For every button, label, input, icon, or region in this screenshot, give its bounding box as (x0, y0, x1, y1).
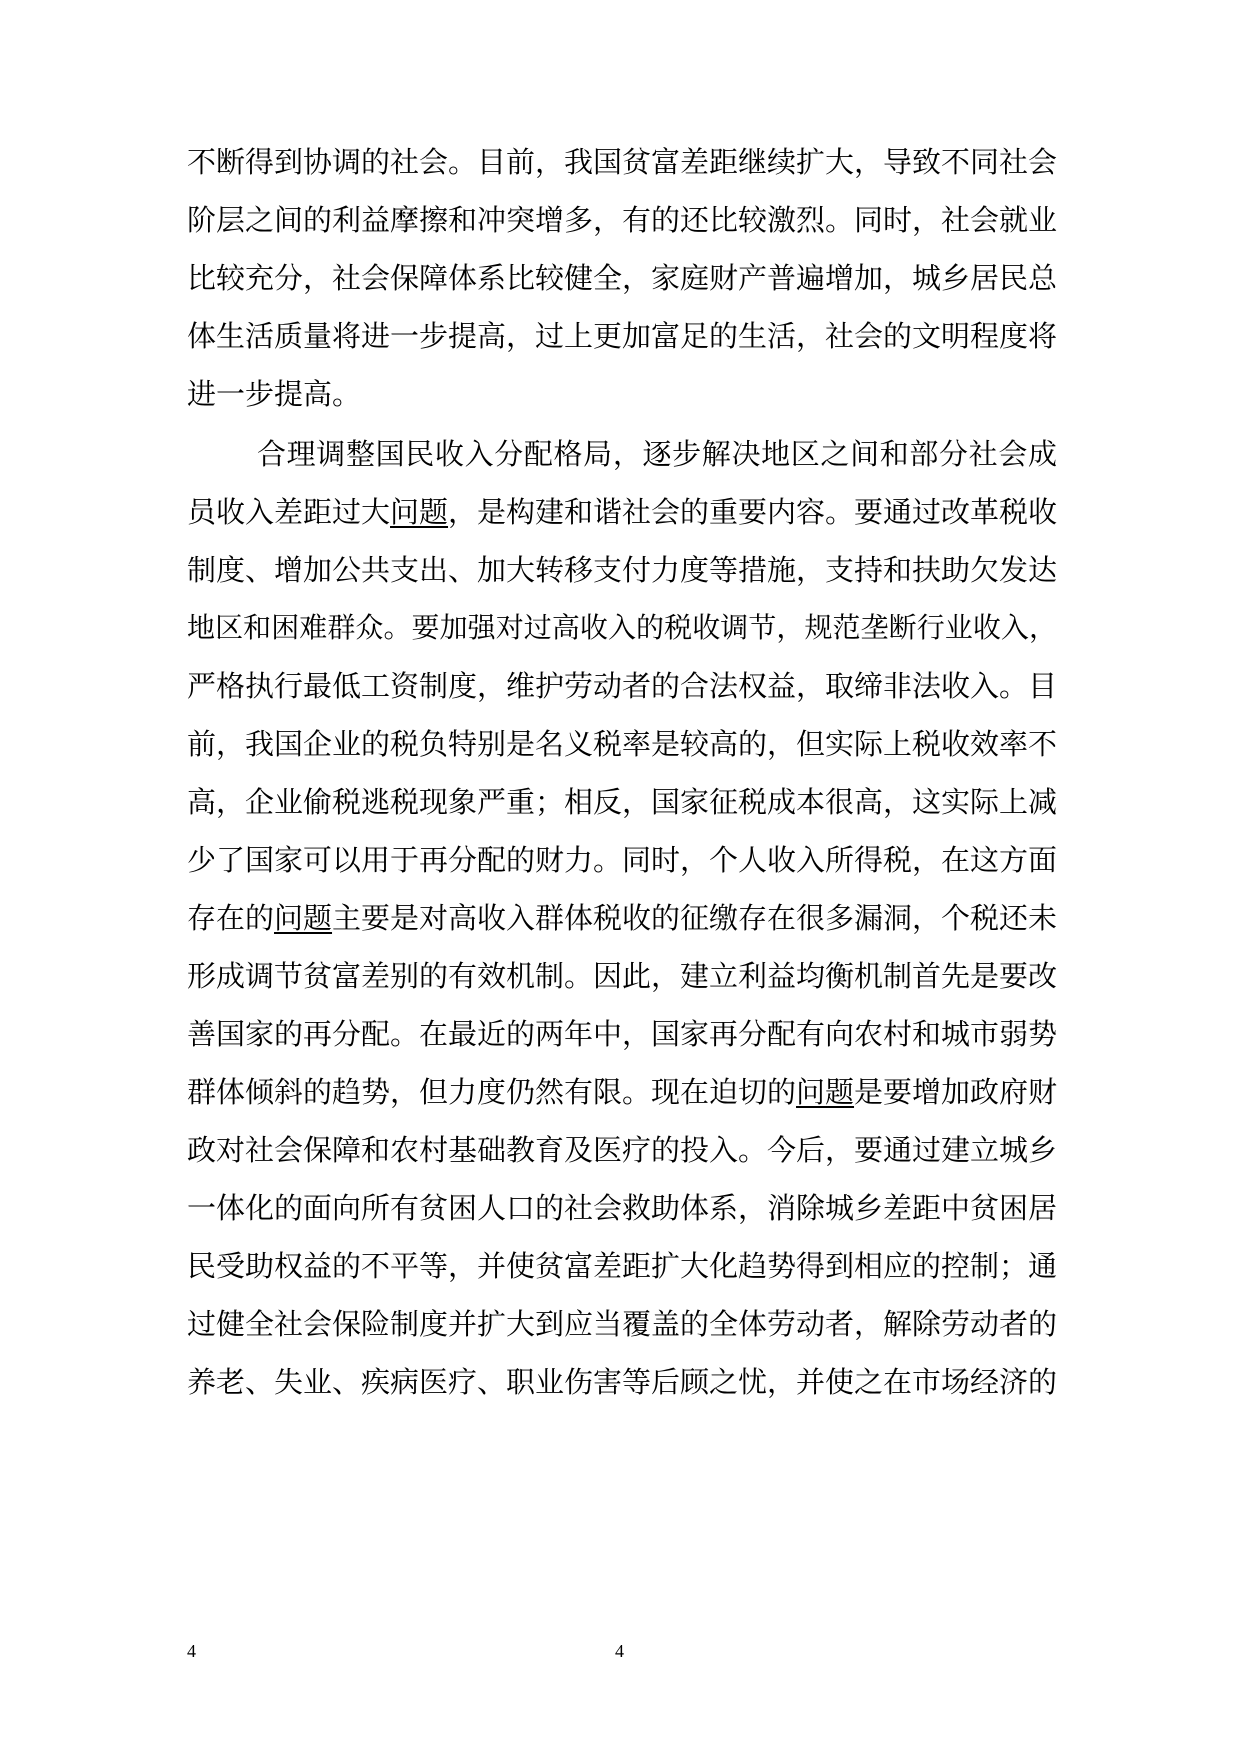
text-line: 体生活质量将进一步提高，过上更加富足的生活，社会的文明程度将 (187, 319, 1058, 353)
text-line: 一体化的面向所有贫困人口的社会救助体系，消除城乡差距中贫困居 (187, 1191, 1058, 1225)
text-line (187, 894, 1057, 942)
text-line: 不断得到协调的社会。目前，我国贫富差距继续扩大，导致不同社会 (187, 145, 1058, 179)
text-line (187, 488, 1057, 536)
text-run: 群体倾斜的趋势，但力度仍然有限。现在迫切的 (187, 1075, 797, 1109)
text-run: ，是构建和谐社会的重要内容。要通过改革税收 (448, 495, 1058, 529)
text-line: 养老、失业、疾病医疗、职业伤害等后顾之忧，并使之在市场经济的 (187, 1365, 1058, 1399)
text-run: 存在的 (187, 901, 275, 935)
text-line: 高，企业偷税逃税现象严重；相反，国家征税成本很高，这实际上减 (187, 785, 1058, 819)
text-line: 严格执行最低工资制度，维护劳动者的合法权益，取缔非法收入。目 (187, 669, 1058, 703)
underlined-term: 问题 (390, 495, 449, 529)
text-line: 比较充分，社会保障体系比较健全，家庭财产普遍增加，城乡居民总 (187, 261, 1058, 295)
text-line: 地区和困难群众。要加强对过高收入的税收调节，规范垄断行业收入， (187, 611, 1057, 644)
text-line: 阶层之间的利益摩擦和冲突增多，有的还比较激烈。同时，社会就业 (187, 203, 1058, 237)
text-line: 善国家的再分配。在最近的两年中，国家再分配有向农村和城市弱势 (187, 1017, 1058, 1051)
text-line: 形成调节贫富差别的有效机制。因此，建立利益均衡机制首先是要改 (187, 959, 1058, 993)
text-line (187, 1068, 1057, 1116)
page-number-center: 4 (615, 1641, 624, 1661)
text-line: 过健全社会保险制度并扩大到应当覆盖的全体劳动者，解除劳动者的 (187, 1307, 1058, 1341)
text-line: 少了国家可以用于再分配的财力。同时，个人收入所得税，在这方面 (187, 843, 1058, 877)
text-line: 政对社会保障和农村基础教育及医疗的投入。今后，要通过建立城乡 (187, 1133, 1058, 1167)
underlined-term: 问题 (796, 1075, 855, 1109)
text-run: 是要增加政府财 (854, 1075, 1058, 1109)
underlined-term: 问题 (274, 901, 333, 935)
page-number-left: 4 (187, 1641, 196, 1661)
text-line: 制度、增加公共支出、加大转移支付力度等措施，支持和扶助欠发达 (187, 553, 1058, 587)
text-run: 员收入差距过大 (187, 495, 391, 529)
text-line: 进一步提高。 (187, 377, 362, 411)
text-run: 主要是对高收入群体税收的征缴存在很多漏洞，个税还未 (332, 901, 1058, 935)
text-line: 民受助权益的不平等，并使贫富差距扩大化趋势得到相应的控制；通 (187, 1249, 1058, 1283)
text-line: 前，我国企业的税负特别是名义税率是较高的，但实际上税收效率不 (187, 727, 1058, 761)
text-line: 合理调整国民收入分配格局，逐步解决地区之间和部分社会成 (257, 437, 1057, 471)
